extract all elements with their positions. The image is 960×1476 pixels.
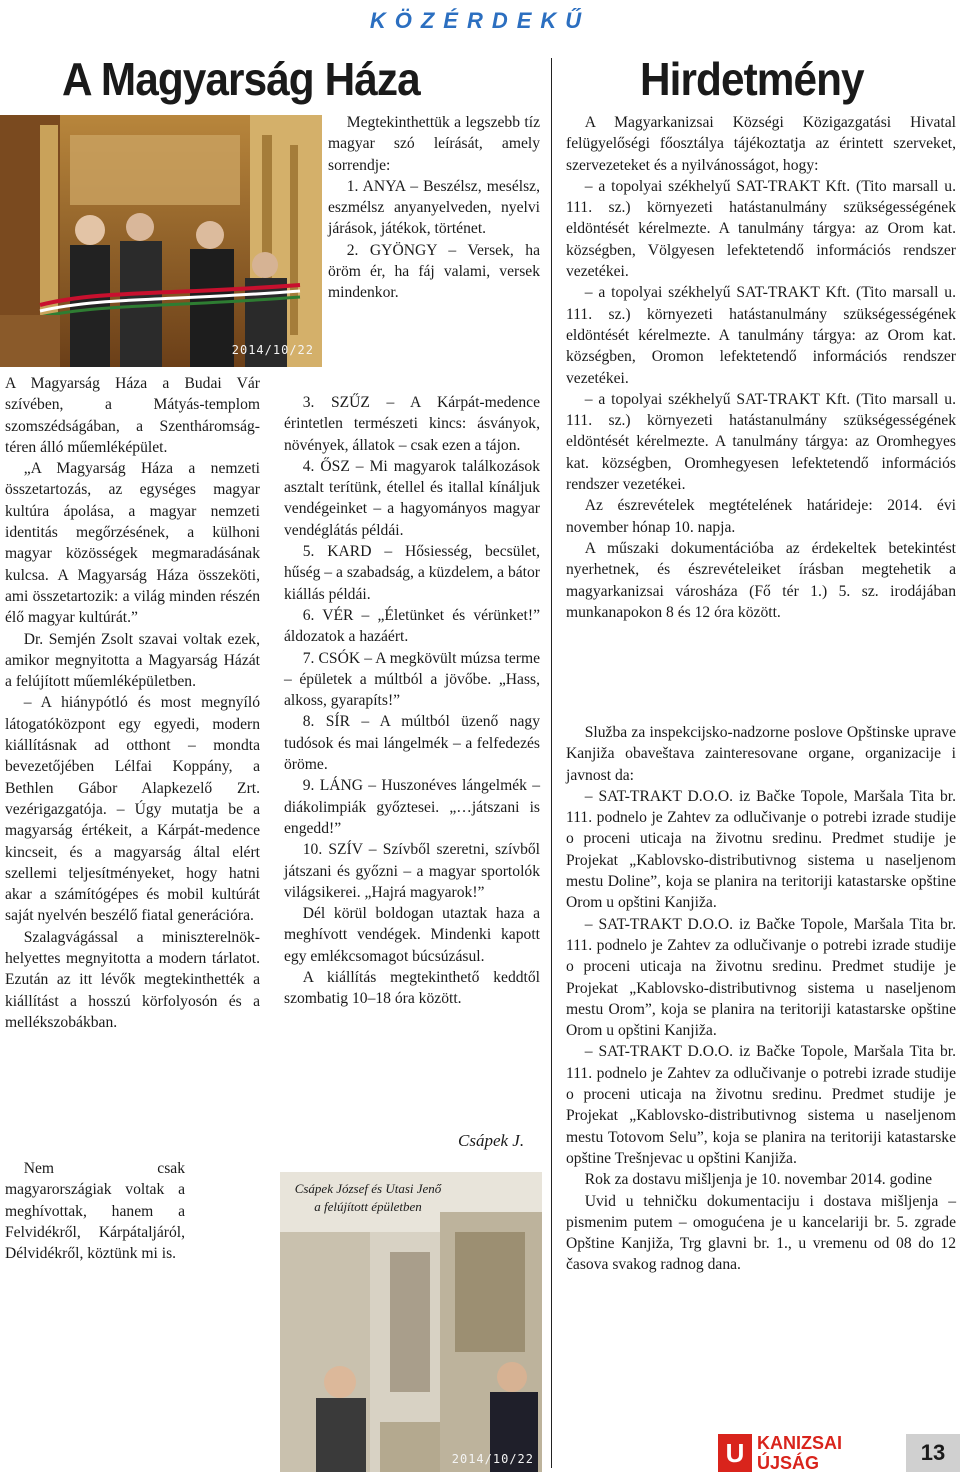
photo-datestamp: 2014/10/22 xyxy=(231,343,314,357)
notice-paragraph: – a topolyai székhelyű SAT-TRAKT Kft. (Tito marsall u. 111. sz.) környezeti hatástanulmány szükségességének eldöntését kérelmezte. A tanulmány tárgya: az Orom kat. községben, Oromon lefektetendő információs rendszer vezetékei. xyxy=(566,284,956,387)
article-paragraph: Dél körül boldogan utaztak haza a meghívott vendégek. Mindenki kapott egy emlékcsomagot búcsúzásul. xyxy=(284,905,540,965)
article-paragraph: – A hiánypótló és most megnyíló látogatóközpont egy egyedi, modern kiállításnak ad otthont – mondta bevezetőjében Lélfai Koppány, a Bethlen Gábor Alapkezelő Zrt. vezérigazgatója. – Úgy mutatja be a magyarság értékeit, a Kárpát-medence kincseit, és a magyarság által elért szellemi teljesítményeket, hogy hatni akar a számítógépes és mobil kultúrát saját nyelvén beszélő fiatal generációra. xyxy=(5,694,260,925)
word-list-item: 10. SZÍV – Szívből szeretni, szívből játszani és győzni – a magyar sportolók világsikerei. „Hajrá magyarok!” xyxy=(284,841,540,901)
exhibition-image xyxy=(280,1172,542,1472)
word-list-item: 8. SÍR – A múltból üzenő nagy tudósok és mai lángelmék – a felfedezés öröme. xyxy=(284,713,540,774)
word-list-item: 6. VÉR – „Életünket és vérünket!” áldozatok a hazáért. xyxy=(284,606,540,646)
notice-paragraph: Az észrevételek megtételének határideje: 2014. évi november hónap 10. napja. xyxy=(566,497,956,536)
word-list-item: 4. ŐSZ – Mi magyarok találkozások asztalt terítünk, étellel és itallal kínáljuk vendégeinket – a hagyományos magyar vendéglátás példái. xyxy=(284,457,540,539)
notice-paragraph: A műszaki dokumentációba az érdekeltek betekintést nyerhetnek, és észrevételeiket írásban megtehetik a magyarkanizsai városháza (Fő tér 1.) 5. sz. irodájában munkanapokon 8 és 12 óra között. xyxy=(566,539,956,621)
notice-paragraph: Služba za inspekcijsko-nadzorne poslove Opštinske uprave Kanjiža obaveštava zainteresovane organe, organizacije i javnost da: xyxy=(566,724,956,784)
article-middle-column xyxy=(284,392,540,1010)
newspaper-logo-icon: U xyxy=(718,1434,752,1472)
word-list-item: 2. GYÖNGY – Versek, ha öröm ér, ha fáj valami, versek mindenkor. xyxy=(328,241,540,302)
notice-title: Hirdetmény xyxy=(640,53,864,105)
exhibition-photo xyxy=(280,1172,542,1472)
word-list-item: 7. CSÓK – A megkövült múzsa terme – épületek a múltból a jövőbe. „Hass, alkoss, gyarapíts!” xyxy=(284,649,540,710)
notice-paragraph: – a topolyai székhelyű SAT-TRAKT Kft. (Tito marsall u. 111. sz.) környezeti hatástanulmány szükségességének eldöntését kérelmezte. A tanulmány tárgya: az Oromhegyes kat. községben, Oromhegyesen lefektetendő információs rendszer vezetékei. xyxy=(566,390,956,494)
ribbon-cutting-image xyxy=(0,115,322,367)
notice-hungarian xyxy=(566,112,956,623)
article-signature: Csápek J. xyxy=(458,1131,525,1150)
photo-caption: Csápek József és Utasi Jenő a felújított épületben xyxy=(294,1181,442,1214)
article-title: A Magyarság Háza xyxy=(62,53,420,105)
newspaper-name-line2: ÚJSÁG xyxy=(757,1453,820,1473)
word-list-item: 1. ANYA – Beszélsz, mesélsz, eszmélsz anyanyelveden, nyelvi járások, játékok, történet. xyxy=(328,177,540,238)
article-paragraph: A Magyarság Háza a Budai Vár szívében, a Mátyás-templom szomszédságában, a Szentháromság-téren álló műemléképület. xyxy=(5,375,260,456)
article-paragraph: „A Magyarság Háza a nemzeti összetartozás, az egységes magyar kultúra ápolása, a magyar nemzeti identitás megőrzésének, a külhoni magyar közösségek megmaradásának kulcsa. A Magyarság Háza összeköti, ami összetartozik: a világ minden részén élő magyar kultúrát.” xyxy=(5,460,260,627)
notice-paragraph: – SAT-TRAKT D.O.O. iz Bačke Topole, Maršala Tita br. 111. podnelo je Zahtev za odlučivanje o potrebi izrade studije o proceni uticaja na životnu sredinu. Predmet studije je Projekat „Kablovsko-distributivnog sistema u naseljenom mestu Doline”, koja se planira na teritoriji katastarske opštine Orom u opštini Kanjiža. xyxy=(566,787,956,912)
page-number: 13 xyxy=(906,1434,960,1472)
opening-ceremony-photo xyxy=(0,115,322,367)
word-list-item: 3. SZŰZ – A Kárpát-medence érintetlen természeti kincs: ásványok, növények, állatok – csak ezen a tájon. xyxy=(284,394,540,454)
article-paragraph: Nem csak magyarországiak voltak a meghívottak, hanem a Felvidékről, Kárpátaljáról, Délvidékről, köztünk mi is. xyxy=(5,1160,185,1263)
notice-paragraph: – SAT-TRAKT D.O.O. iz Bačke Topole, Maršala Tita br. 111. podnelo je Zahtev za odlučivanje o potrebi izrade studije o proceni uticaja na životnu sredinu. Predmet studije je Projekat „Kablovsko-distributivnog sistema u naseljenom mestu Orom”, koja se planira na teritoriji katastarske opštine Orom u opštini Kanjiža. xyxy=(566,915,956,1040)
section-header: KÖZÉRDEKŰ xyxy=(369,8,591,33)
article-middle-column-top xyxy=(328,112,540,304)
article-left-column-bottom xyxy=(5,1158,185,1264)
notice-paragraph: – SAT-TRAKT D.O.O. iz Bačke Topole, Maršala Tita br. 111. podnelo je Zahtev za odlučivanje o potrebi izrade studije o proceni uticaja na životnu sredinu. Predmet studije je Projekat „Kablovsko-distributivnog sistema u naseljenom mestu Totovom Selu”, koja se planira na teritoriji katastarske opštine Trešnjevac u opštini Kanjiža. xyxy=(566,1043,956,1167)
article-paragraph: Megtekinthettük a legszebb tíz magyar szó leírását, amely sorrendje: xyxy=(328,114,540,174)
notice-paragraph: A Magyarkanizsai Községi Közigazgatási Hivatal felügyelőségi főosztálya tájékoztatja az érintett szerveket, szervezeteket és a nyilvánosságot, hogy: xyxy=(566,114,956,174)
article-left-column xyxy=(5,373,260,1033)
word-list-item: 9. LÁNG – Huszonéves lángelmék – diákolimpiák győztesei. „…játszani is engedd!” xyxy=(284,777,540,837)
article-paragraph: Dr. Semjén Zsolt szavai voltak ezek, amikor megnyitotta a Magyarság Házát a felújított műemléképületben. xyxy=(5,630,260,691)
notice-serbian xyxy=(566,722,956,1276)
photo-datestamp: 2014/10/22 xyxy=(451,1452,534,1466)
notice-paragraph: Uvid u tehničku dokumentaciju i dostava mišljenja – pismenim putem – omogućena je u kancelariji br. 5. zgrade Opštine Kanjiža, Trg glavni br. 1., u vremenu od 08 do 12 časova svakog radnog dana. xyxy=(566,1192,956,1274)
notice-paragraph: – a topolyai székhelyű SAT-TRAKT Kft. (Tito marsall u. 111. sz.) környezeti hatástanulmány szükségességének eldöntését kérelmezte. A tanulmány tárgya: az Orom kat. községben, Völgyesen lefektetendő információs rendszer vezetékei. xyxy=(566,177,956,281)
word-list-item: 5. KARD – Hősiesség, becsület, hűség – a szabadság, a küzdelem, a bátor kiállás példái. xyxy=(284,543,540,603)
newspaper-name-line1: KANIZSAI xyxy=(757,1433,842,1453)
article-paragraph: Szalagvágással a miniszterelnök-helyettes megnyitotta a modern tárlatot. Ezután az itt lévők megtekinthették a kiállítást a hosszú körfolyosón és a mellékszobákban. xyxy=(5,928,260,1031)
column-divider xyxy=(551,58,552,1468)
notice-paragraph: Rok za dostavu mišljenja je 10. novembar 2014. godine xyxy=(584,1171,933,1189)
article-paragraph: A kiállítás megtekinthető keddtől szombatig 10–18 óra között. xyxy=(284,969,540,1008)
